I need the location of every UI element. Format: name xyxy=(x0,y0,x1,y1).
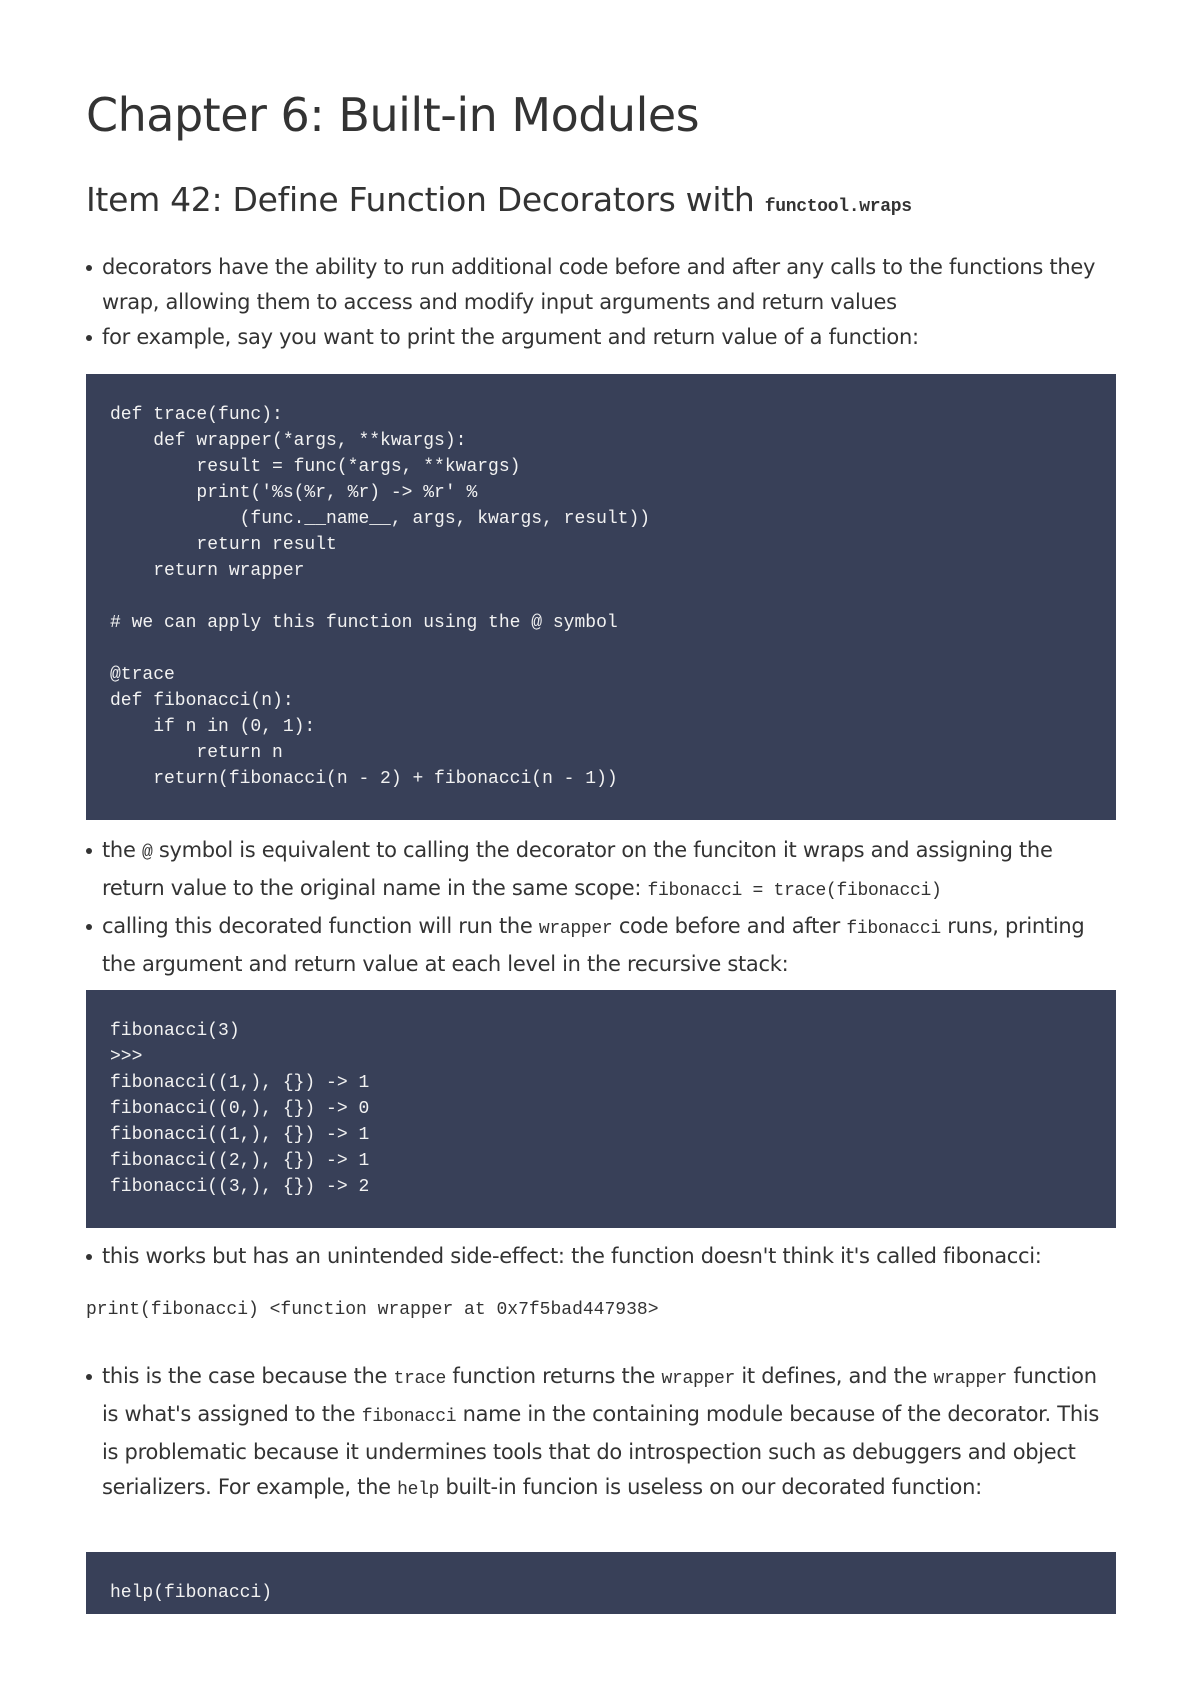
inline-code: fibonacci xyxy=(846,919,941,939)
bullet-icon xyxy=(86,335,92,341)
list-item xyxy=(86,1359,1116,1508)
bullet-text: built-in funcion is useless on our decorated function: xyxy=(439,1475,982,1499)
inline-code: help xyxy=(397,1480,440,1500)
inline-code: wrapper xyxy=(933,1369,1007,1389)
inline-code: wrapper xyxy=(661,1369,736,1389)
bullet-list-decorator xyxy=(86,833,1116,982)
bullet-icon xyxy=(86,265,92,271)
inline-code: @ xyxy=(141,843,153,863)
code-block-trace xyxy=(86,374,1116,820)
item-title-code: functool.wraps xyxy=(764,197,912,217)
bullet-text: code before and after xyxy=(612,914,847,938)
bullet-text: calling this decorated function will run the xyxy=(102,914,539,938)
bullet-text: this works but has an unintended side-effect: the function doesn't think it's called fibonacci: xyxy=(102,1244,1042,1268)
bullet-text: runs, printing the argument and return value at each level in the recursive stack: xyxy=(102,914,1085,976)
list-item xyxy=(86,833,1116,909)
inline-code: wrapper xyxy=(538,919,613,939)
inline-code: fibonacci = trace(fibonacci) xyxy=(647,881,942,901)
list-item xyxy=(86,909,1116,982)
inline-code: trace xyxy=(393,1369,446,1389)
list-item xyxy=(86,250,1116,320)
inline-code: fibonacci xyxy=(361,1407,457,1427)
bullet-list-side-effect xyxy=(86,1239,1116,1274)
code-text: help(fibonacci) xyxy=(110,1583,273,1603)
code-text: fibonacci(3) >>> fibonacci((1,), {}) -> 1 fibonacci((0,), {}) -> 0 fibonacci((1,), {}) -> 1 fibonacci((2,), {}) -> 1 fibonacci((3,), {}) -> 2 xyxy=(110,1021,370,1197)
list-item xyxy=(86,1239,1116,1274)
item-title xyxy=(86,180,912,219)
list-item xyxy=(86,320,1116,355)
item-title-text: Item 42: Define Function Decorators with xyxy=(86,180,765,219)
bullet-text: function returns the xyxy=(446,1364,662,1388)
chapter-title: Chapter 6: Built-in Modules xyxy=(86,88,700,142)
bullet-text: name in the containing module because of the decorator. This is problematic because it undermines tools that do introspection such as debuggers and object serializers. For example, the xyxy=(102,1402,1100,1499)
bullet-icon xyxy=(86,1374,92,1380)
code-block-output xyxy=(86,990,1116,1228)
bullet-text: symbol is equivalent to calling the decorator on the funciton it wraps and assigning the return value to the original name in the same scope: xyxy=(102,838,1053,900)
bullet-icon xyxy=(86,1254,92,1260)
bullet-text: it defines, and the xyxy=(735,1364,934,1388)
bullet-list-intro xyxy=(86,250,1116,355)
plain-code-line: print(fibonacci) <function wrapper at 0x7f5bad447938> xyxy=(86,1300,659,1320)
bullet-icon xyxy=(86,924,92,930)
bullet-text: this is the case because the xyxy=(102,1364,394,1388)
bullet-text: function is what's assigned to the xyxy=(102,1364,1097,1426)
bullet-text: for example, say you want to print the argument and return value of a function: xyxy=(102,325,919,349)
bullet-text: the xyxy=(102,838,142,862)
code-text: def trace(func): def wrapper(*args, **kwargs): result = func(*args, **kwargs) print('%s(%r, %r) -> %r' % (func.__name__, args, kwargs, result)) return result return wrapper # we can apply this function using the @ symbol @trace def fibonacci(n): if n in (0, 1): return n return(fibonacci(n - 2) + fibonacci(n - 1)) xyxy=(110,405,651,789)
bullet-text: decorators have the ability to run additional code before and after any calls to the functions they wrap, allowing them to access and modify input arguments and return values xyxy=(102,255,1096,314)
bullet-list-explanation xyxy=(86,1359,1116,1508)
code-block-help xyxy=(86,1552,1116,1614)
bullet-icon xyxy=(86,848,92,854)
